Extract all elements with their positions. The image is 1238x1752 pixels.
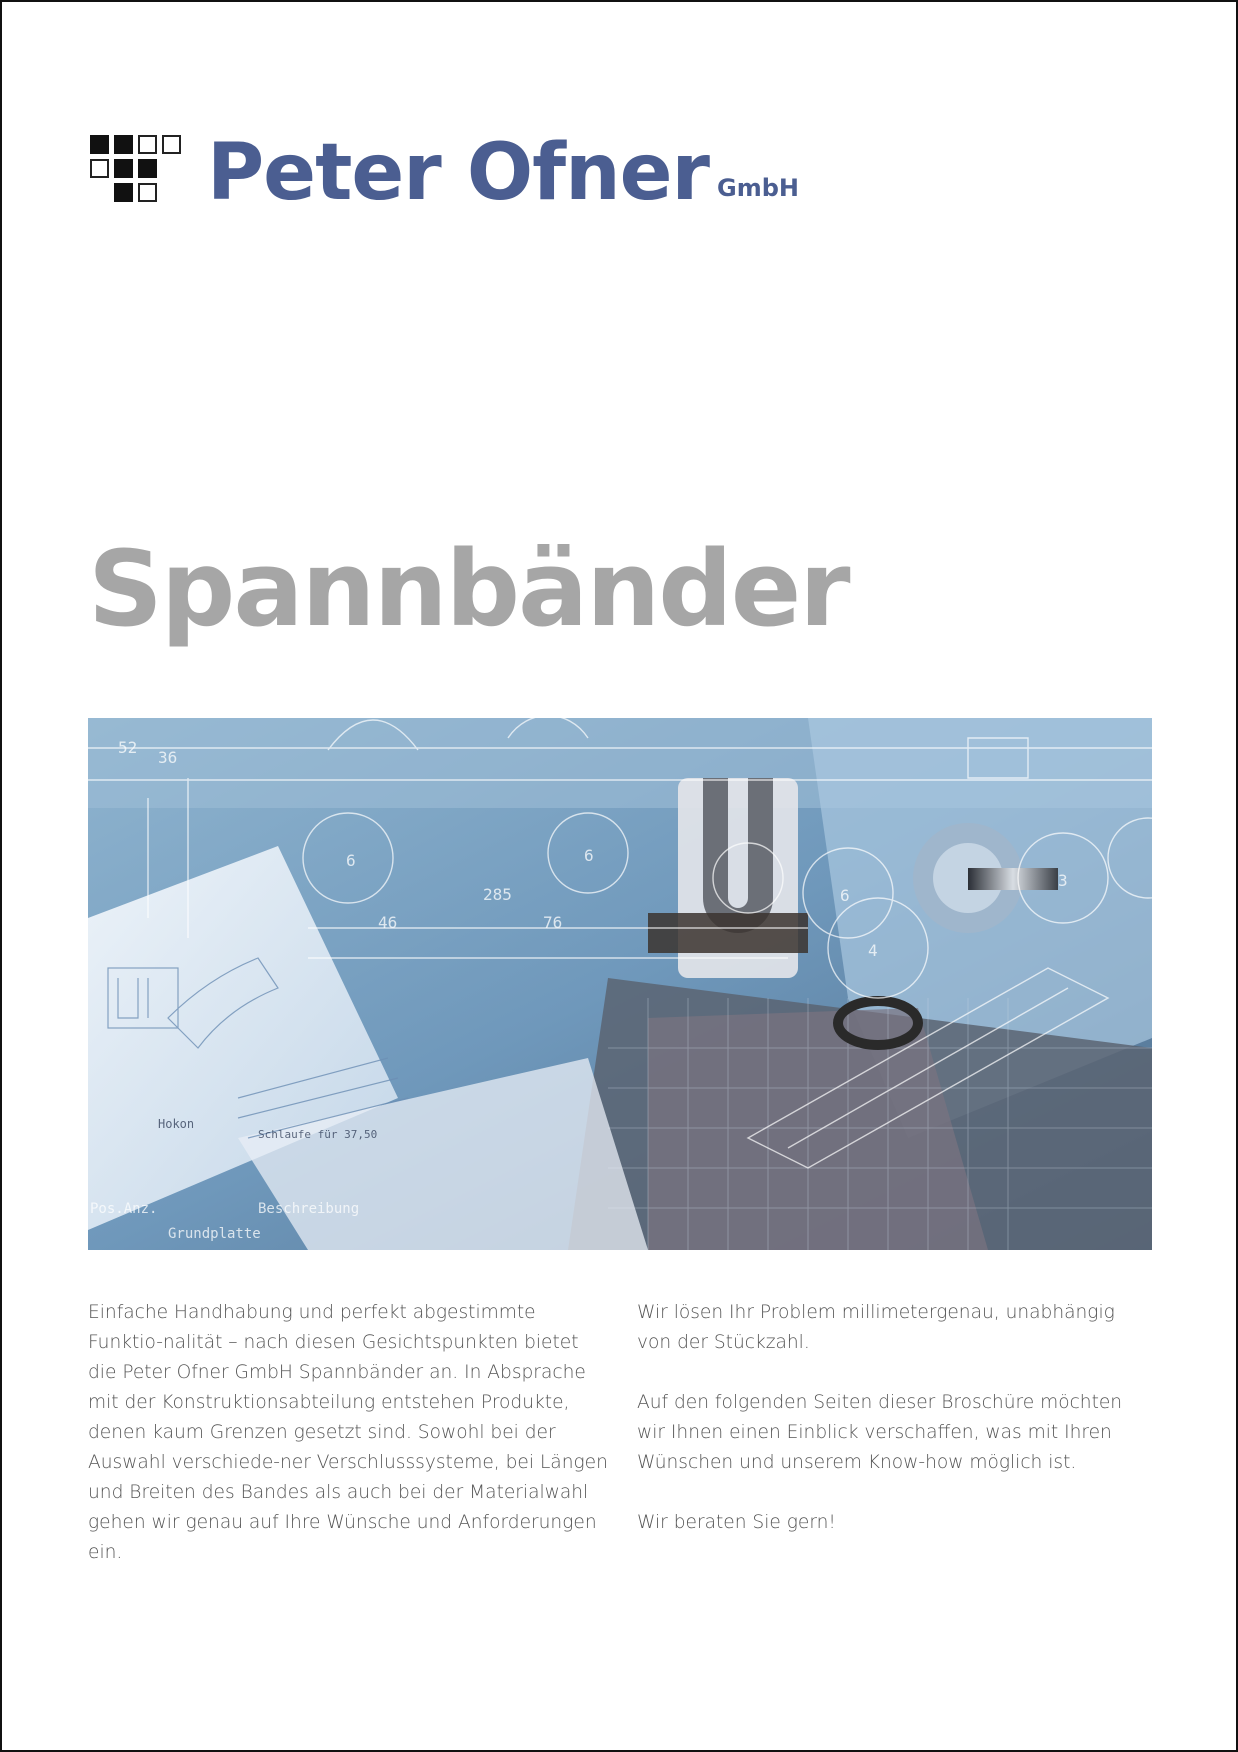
svg-text:4: 4 [868,941,878,960]
svg-text:6: 6 [346,851,356,870]
svg-text:76: 76 [543,913,563,932]
brochure-paragraph: Auf den folgenden Seiten dieser Broschüre möchten wir Ihnen einen Einblick verschaffen, was mit Ihren Wünschen und unserem Know-how möglich ist. [637,1392,1123,1473]
svg-text:Schlaufe für 37,50: Schlaufe für 37,50 [258,1128,378,1141]
intro-column-right [637,1298,1152,1568]
intro-column-left [88,1298,608,1598]
svg-text:52: 52 [118,738,138,757]
svg-text:3: 3 [1058,871,1068,890]
page-title: Spannbänder [88,528,849,650]
svg-text:6: 6 [584,846,594,865]
logo-suffix: GmbH [717,174,800,202]
svg-text:Hokon: Hokon [158,1117,195,1131]
closing-paragraph: Wir beraten Sie gern! [637,1512,836,1533]
svg-text:36: 36 [158,748,178,767]
logo-squares-icon [90,135,181,202]
svg-text:6: 6 [840,886,850,905]
company-logo [90,128,800,218]
svg-text:Pos.Anz.: Pos.Anz. [90,1201,158,1217]
svg-text:Grundplatte: Grundplatte [168,1226,261,1242]
problem-paragraph: Wir lösen Ihr Problem millimetergenau, unabhängig von der Stückzahl. [637,1302,1115,1353]
svg-text:Beschreibung: Beschreibung [258,1201,360,1217]
logo-name: Peter Ofner [207,128,710,218]
hero-image [88,718,1152,1250]
svg-text:46: 46 [378,913,398,932]
svg-text:285: 285 [483,885,512,904]
intro-paragraph: Einfache Handhabung und perfekt abgestimmte Funktio-nalität – nach diesen Gesichtspunkten bietet die Peter Ofner GmbH Spannbänder an. In Absprache mit der Konstruktionsabteilung entstehen Produkte, denen kaum Grenzen gesetzt sind. Sowohl bei der Auswahl verschiede-ner Verschlusssysteme, bei Längen und Breiten des Bandes als auch bei der Materialwahl gehen wir genau auf Ihre Wünsche und Anforderungen ein. [88,1302,608,1563]
